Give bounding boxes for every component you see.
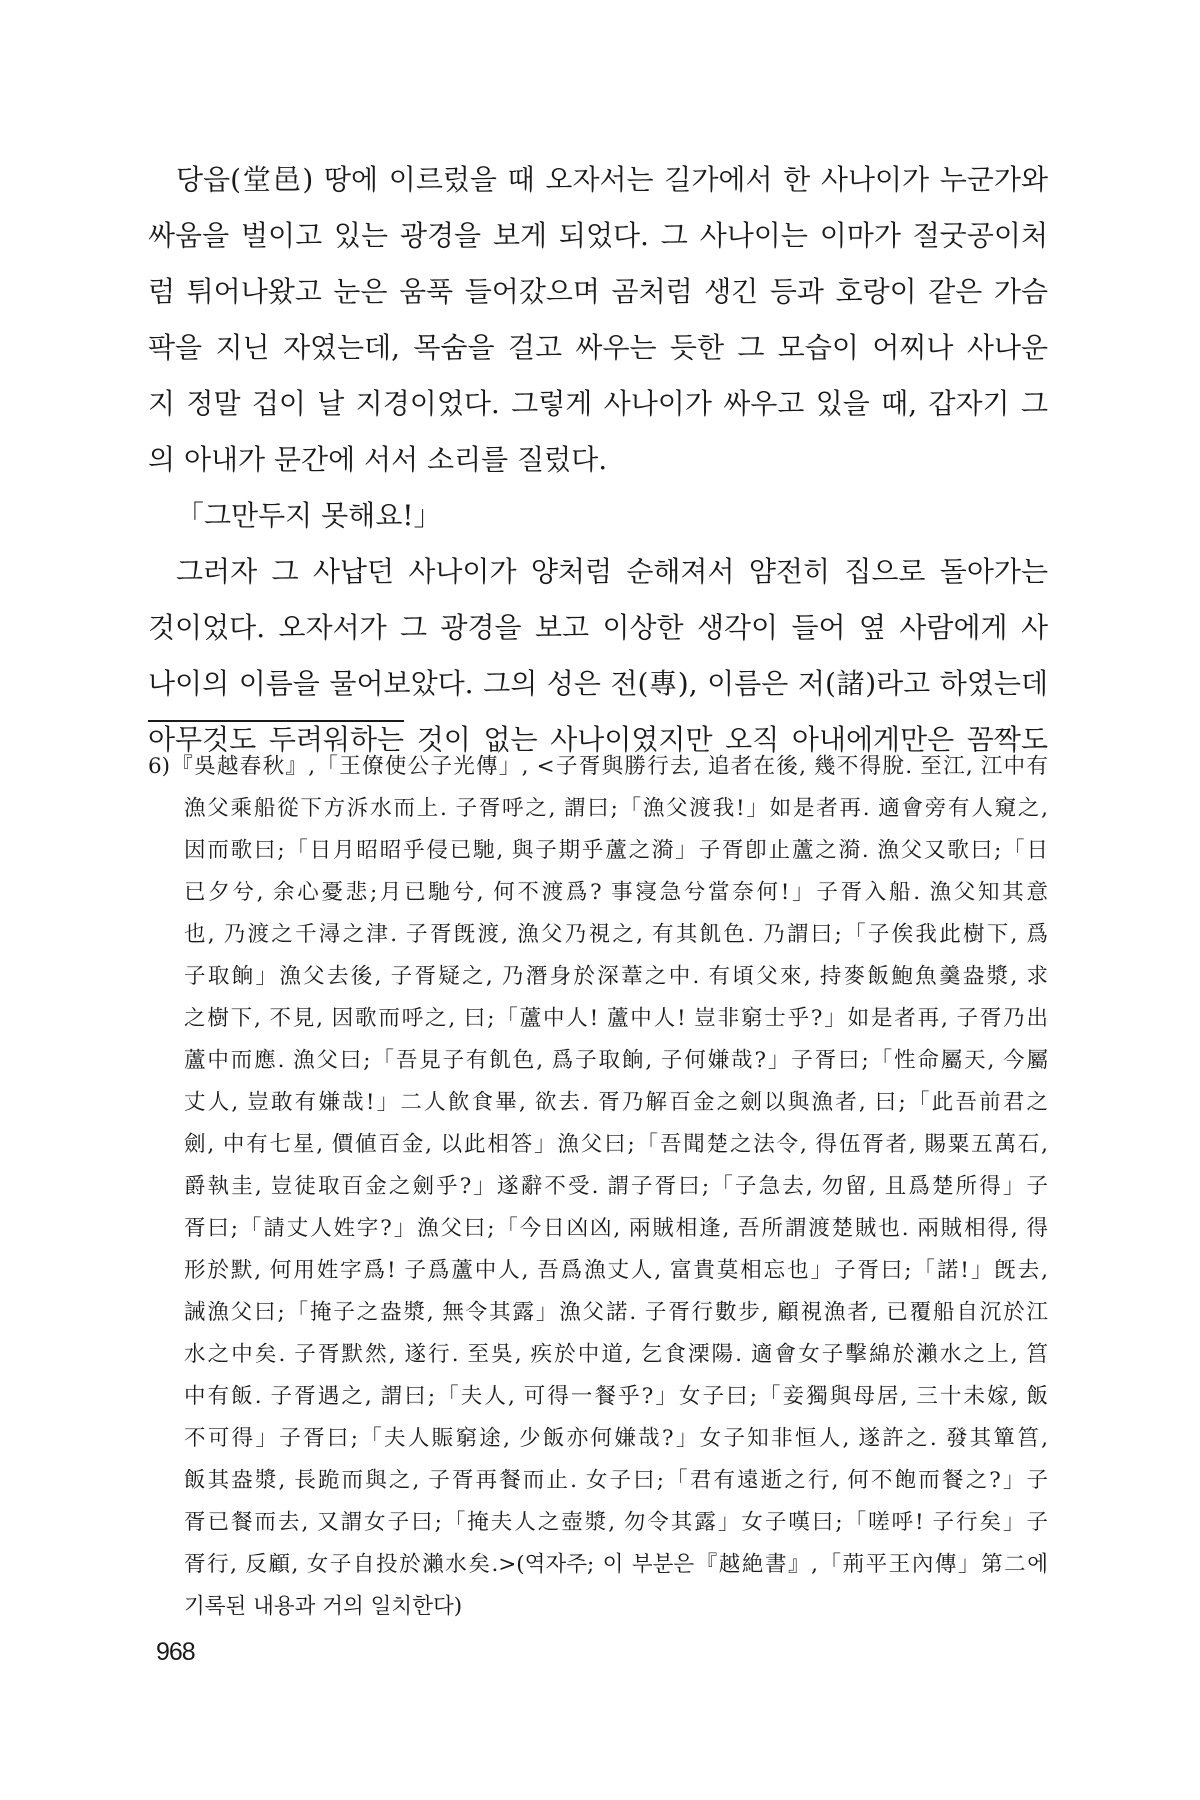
footnote-line: 不可得」子胥曰;「夫人賑窮途, 少飯亦何嫌哉?」女子知非恒人, 遂許之. 發其簞筥, bbox=[184, 1426, 1048, 1451]
text-line: 싸움을 벌이고 있는 광경을 보게 되었다. 그 사나이는 이마가 절굿공이처 bbox=[148, 219, 1048, 252]
page-number: 968 bbox=[156, 1638, 195, 1666]
footnote bbox=[148, 746, 1048, 1628]
text-line: 아무것도 두려워하는 것이 없는 사나이였지만 오직 아내에게만은 꼼짝도 bbox=[148, 723, 1048, 756]
footnote-line: 胥行, 反顧, 女子自投於瀨水矣.>(역자주; 이 부분은『越絶書』,「荊平王內傳」第二에 bbox=[184, 1552, 1048, 1577]
footnote-line: 子取餉」漁父去後, 子胥疑之, 乃潛身於深葦之中. 有頃父來, 持麥飯鮑魚羹盎漿, 求 bbox=[184, 964, 1048, 989]
text-line: 그러자 그 사납던 사나이가 양처럼 순해져서 얌전히 집으로 돌아가는 bbox=[176, 555, 1048, 588]
text-line: 지 정말 겁이 날 지경이었다. 그렇게 사나이가 싸우고 있을 때, 갑자기 그 bbox=[148, 387, 1048, 420]
footnote-line: 기록된 내용과 거의 일치한다) bbox=[184, 1594, 463, 1619]
footnote-divider bbox=[148, 720, 404, 722]
footnote-line: 漁父乘船從下方泝水而上. 子胥呼之, 謂曰;「漁父渡我!」如是者再. 適會旁有人窺之, bbox=[184, 796, 1048, 821]
footnote-line: 也, 乃渡之千潯之津. 子胥旣渡, 漁父乃視之, 有其飢色. 乃謂曰;「子俟我此樹下, 爲 bbox=[184, 922, 1048, 947]
footnote-line: 劍, 中有七星, 價値百金, 以此相答」漁父曰;「吾聞楚之法令, 得伍胥者, 賜粟五萬石, bbox=[184, 1132, 1048, 1157]
text-line: 팍을 지닌 자였는데, 목숨을 걸고 싸우는 듯한 그 모습이 어찌나 사나운 bbox=[148, 331, 1048, 364]
footnote-line: 飯其盎漿, 長跪而與之, 子胥再餐而止. 女子曰;「君有遠逝之行, 何不飽而餐之?」子 bbox=[184, 1468, 1048, 1493]
dialogue-line: 「그만두지 못해요!」 bbox=[176, 499, 442, 532]
text-line: 나이의 이름을 물어보았다. 그의 성은 전(專), 이름은 저(諸)라고 하였는데 bbox=[148, 667, 1048, 700]
footnote-line: 已夕兮, 余心憂悲;月已馳兮, 何不渡爲? 事寖急兮當奈何!」子胥入船. 漁父知其意 bbox=[184, 880, 1048, 905]
footnote-line: 6)『吳越春秋』,「王僚使公子光傳」, <子胥與勝行去, 追者在後, 幾不得脫. 至江, 江中有 bbox=[148, 754, 1048, 779]
footnote-line: 中有飯. 子胥遇之, 謂曰;「夫人, 可得一餐乎?」女子曰;「妾獨與母居, 三十未嫁, 飯 bbox=[184, 1384, 1048, 1409]
main-text bbox=[148, 152, 1048, 768]
footnote-line: 水之中矣. 子胥默然, 遂行. 至吳, 疾於中道, 乞食溧陽. 適會女子擊綿於瀨水之上, 筥 bbox=[184, 1342, 1048, 1367]
footnote-line: 胥已餐而去, 又謂女子曰;「掩夫人之壺漿, 勿令其露」女子嘆曰;「嗟呼! 子行矣」子 bbox=[184, 1510, 1048, 1535]
footnote-line: 爵執圭, 豈徒取百金之劍乎?」遂辭不受. 謂子胥曰;「子急去, 勿留, 且爲楚所得」子 bbox=[184, 1174, 1048, 1199]
text-line: 럼 튀어나왔고 눈은 움푹 들어갔으며 곰처럼 생긴 등과 호랑이 같은 가슴 bbox=[148, 275, 1048, 308]
text-line: 당읍(堂邑) 땅에 이르렀을 때 오자서는 길가에서 한 사나이가 누군가와 bbox=[176, 163, 1048, 196]
footnote-line: 胥曰;「請丈人姓字?」漁父曰;「今日凶凶, 兩賊相逢, 吾所謂渡楚賊也. 兩賊相得, 得 bbox=[184, 1216, 1048, 1241]
footnote-line: 誡漁父曰;「掩子之盎漿, 無令其露」漁父諾. 子胥行數步, 顧視漁者, 已覆船自沉於江 bbox=[184, 1300, 1048, 1325]
footnote-line: 形於默, 何用姓字爲! 子爲蘆中人, 吾爲漁丈人, 富貴莫相忘也」子胥曰;「諾!」旣去, bbox=[184, 1258, 1048, 1283]
footnote-line: 之樹下, 不見, 因歌而呼之, 曰;「蘆中人! 蘆中人! 豈非窮士乎?」如是者再, 子胥乃出 bbox=[184, 1006, 1048, 1031]
text-line: 의 아내가 문간에 서서 소리를 질렀다. bbox=[148, 443, 608, 476]
text-line: 것이었다. 오자서가 그 광경을 보고 이상한 생각이 들어 옆 사람에게 사 bbox=[148, 611, 1048, 644]
footnote-line: 丈人, 豈敢有嫌哉!」二人飮食畢, 欲去. 胥乃解百金之劍以與漁者, 曰;「此吾前君之 bbox=[184, 1090, 1048, 1115]
footnote-line: 蘆中而應. 漁父曰;「吾見子有飢色, 爲子取餉, 子何嫌哉?」子胥曰;「性命屬天, 今屬 bbox=[184, 1048, 1048, 1073]
footnote-line: 因而歌曰;「日月昭昭乎侵已馳, 與子期乎蘆之漪」子胥卽止蘆之漪. 漁父又歌曰;「日 bbox=[184, 838, 1048, 863]
